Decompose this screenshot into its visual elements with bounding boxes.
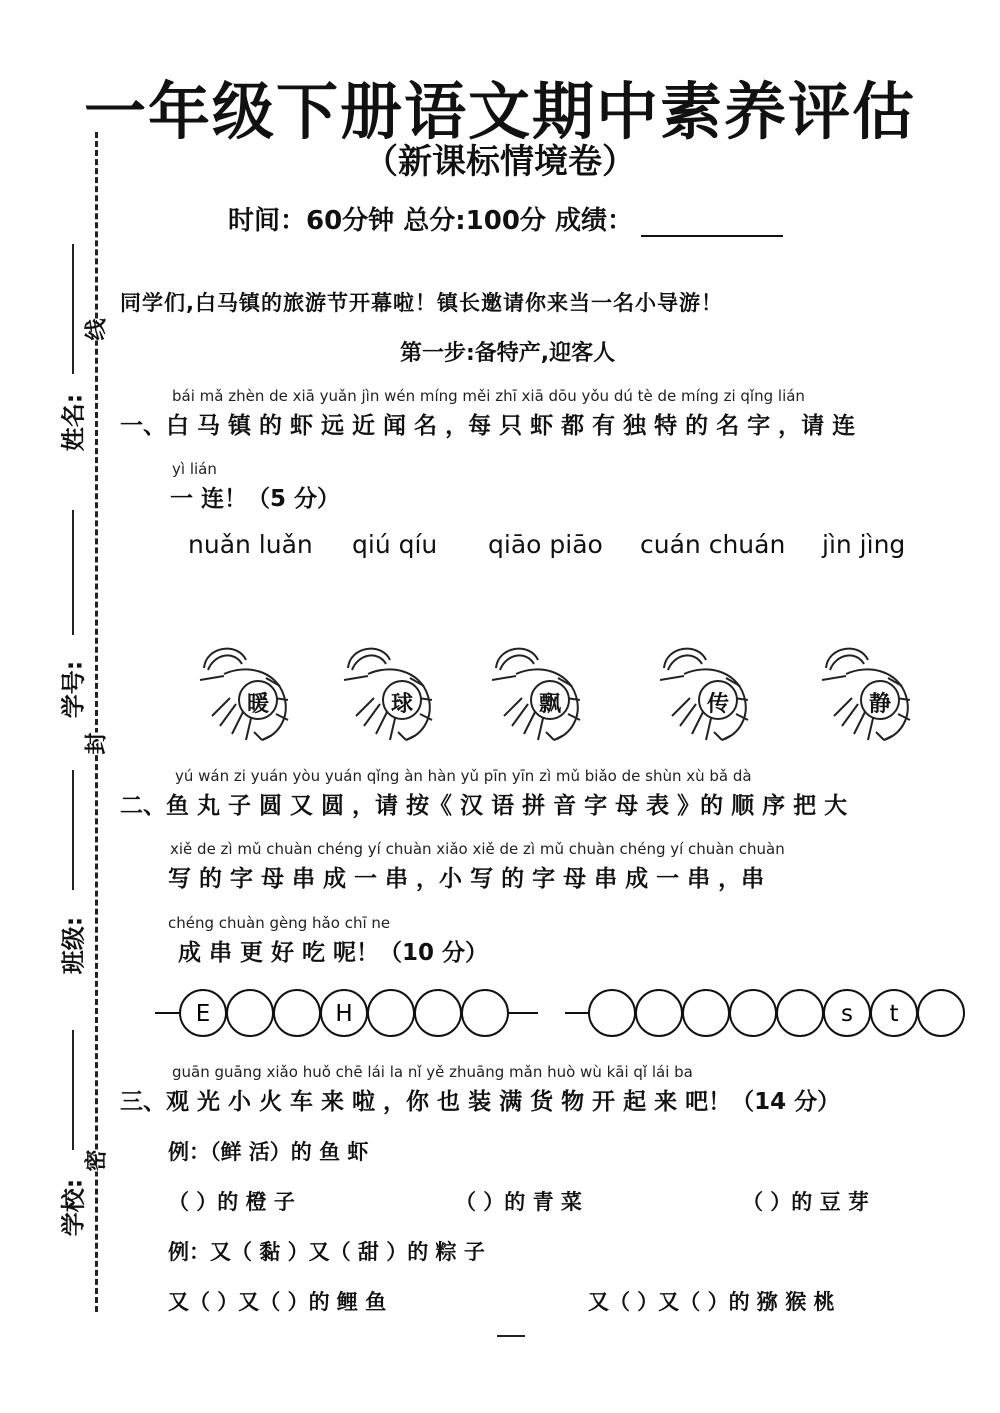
upper-bead-group (180, 990, 508, 1036)
binding-mark-xian: 线 (80, 318, 111, 340)
q3-blank-sprouts[interactable]: （ ）的 豆 芽 (742, 1190, 869, 1214)
upper-bead[interactable] (415, 990, 461, 1036)
q1-option-5[interactable]: jìn jìng (822, 530, 906, 559)
shrimp-char: 暖 (247, 692, 270, 717)
upper-bead[interactable] (274, 990, 320, 1036)
q1-option-4[interactable]: cuán chuán (640, 530, 786, 559)
q2-pinyin-line1: yú wán zi yuán yòu yuán qǐng àn hàn yǔ pīn yīn zì mǔ biǎo de shùn xù bǎ dà (175, 767, 752, 785)
lower-bead-letter: t (889, 1001, 899, 1027)
page-title: 一年级下册语文期中素养评估 (83, 75, 916, 148)
id-underline[interactable] (72, 510, 74, 635)
upper-bead[interactable] (227, 990, 273, 1036)
shrimp-2[interactable] (340, 640, 440, 749)
q1-option-1[interactable]: nuǎn luǎn (188, 530, 313, 559)
q1-text-line2: 一 连！（5 分） (170, 486, 341, 512)
shrimp-char: 球 (391, 692, 414, 717)
step-heading: 第一步:备特产,迎客人 (400, 341, 616, 366)
shrimp-icon (340, 640, 440, 745)
class-underline[interactable] (72, 770, 74, 890)
binding-mark-mi: 密 (80, 1149, 111, 1171)
q3-pinyin-line1: guān guāng xiǎo huǒ chē lái la nǐ yě zhuāng mǎn huò wù kāi qǐ lái ba (172, 1063, 693, 1081)
shrimp-icon (488, 640, 588, 745)
lower-bead[interactable] (589, 990, 635, 1036)
shrimp-icon (196, 640, 296, 745)
exam-info (228, 200, 783, 237)
page-subtitle: （新课标情境卷） (364, 142, 636, 182)
bottom-dash (497, 1335, 525, 1337)
q3-text-line1: 三、观 光 小 火 车 来 啦 ，你 也 装 满 货 物 开 起 来 吧！（14 分） (120, 1089, 841, 1115)
lower-bead[interactable] (730, 990, 776, 1036)
binding-dashed-line (95, 132, 98, 1312)
shrimp-icon (656, 640, 756, 745)
upper-bead[interactable] (462, 990, 508, 1036)
shrimp-4[interactable] (656, 640, 756, 749)
q2-text-line3: 成 串 更 好 吃 呢！（10 分） (178, 940, 489, 966)
q1-text-line1: 一、白 马 镇 的 虾 远 近 闻 名 ，每 只 虾 都 有 独 特 的 名 字 ，请 连 (120, 413, 856, 439)
q3-blank-orange[interactable]: （ ）的 橙 子 (168, 1190, 295, 1214)
upper-bead-letter: E (195, 1001, 211, 1027)
q3-blank-kiwi[interactable]: 又（ ）又（ ）的 猕 猴 桃 (588, 1290, 835, 1314)
id-label: 学号: (59, 660, 88, 719)
shrimp-1[interactable] (196, 640, 296, 749)
q3-blank-carp[interactable]: 又（ ）又（ ）的 鲤 鱼 (168, 1290, 387, 1314)
exam-info-text: 时间：60分钟 总分:100分 成绩： (228, 206, 633, 236)
shrimp-char: 飘 (539, 692, 562, 717)
q2-pinyin-line2: xiě de zì mǔ chuàn chéng yí chuàn xiǎo xiě de zì mǔ chuàn chéng yí chuàn chuàn (170, 840, 785, 858)
shrimp-3[interactable] (488, 640, 588, 749)
shrimp-char: 传 (707, 692, 730, 717)
q3-example-2: 例：又（ 黏 ）又（ 甜 ）的 粽 子 (168, 1240, 485, 1264)
q3-blank-greens[interactable]: （ ）的 青 菜 (455, 1190, 582, 1214)
q2-text-line2: 写 的 字 母 串 成 一 串 ，小 写 的 字 母 串 成 一 串 ，串 (168, 866, 765, 892)
q1-option-3[interactable]: qiāo piāo (488, 530, 603, 559)
lower-bead[interactable] (683, 990, 729, 1036)
lower-bead-letter: s (841, 1001, 853, 1027)
shrimp-char: 静 (869, 692, 892, 717)
upper-bead-letter: H (335, 1001, 353, 1027)
upper-bead[interactable] (368, 990, 414, 1036)
class-label: 班级: (59, 916, 88, 975)
q2-text-line1: 二、鱼 丸 子 圆 又 圆 ，请 按《 汉 语 拼 音 字 母 表 》的 顺 序 把 大 (120, 793, 848, 819)
lower-bead-group (589, 990, 964, 1036)
shrimp-icon (818, 640, 918, 745)
shrimp-5[interactable] (818, 640, 918, 749)
q1-pinyin-line2: yì lián (172, 460, 217, 478)
q3-example-1: 例：（鲜 活）的 鱼 虾 (168, 1140, 369, 1164)
score-blank[interactable] (641, 209, 783, 237)
intro-text: 同学们,白马镇的旅游节开幕啦！镇长邀请你来当一名小导游！ (120, 291, 723, 315)
bead-strings (0, 980, 1000, 1050)
name-underline[interactable] (72, 244, 74, 374)
q2-pinyin-line3: chéng chuàn gèng hǎo chī ne (168, 914, 391, 932)
lower-bead[interactable] (777, 990, 823, 1036)
binding-mark-feng: 封 (80, 732, 111, 754)
q1-pinyin-line1: bái mǎ zhèn de xiā yuǎn jìn wén míng měi zhī xiā dōu yǒu dú tè de míng zi qǐng lián (172, 387, 805, 405)
lower-bead[interactable] (636, 990, 682, 1036)
name-label: 姓名: (59, 393, 88, 452)
q1-option-2[interactable]: qiú qíu (352, 530, 438, 559)
lower-bead[interactable] (918, 990, 964, 1036)
school-label: 学校: (59, 1178, 88, 1237)
